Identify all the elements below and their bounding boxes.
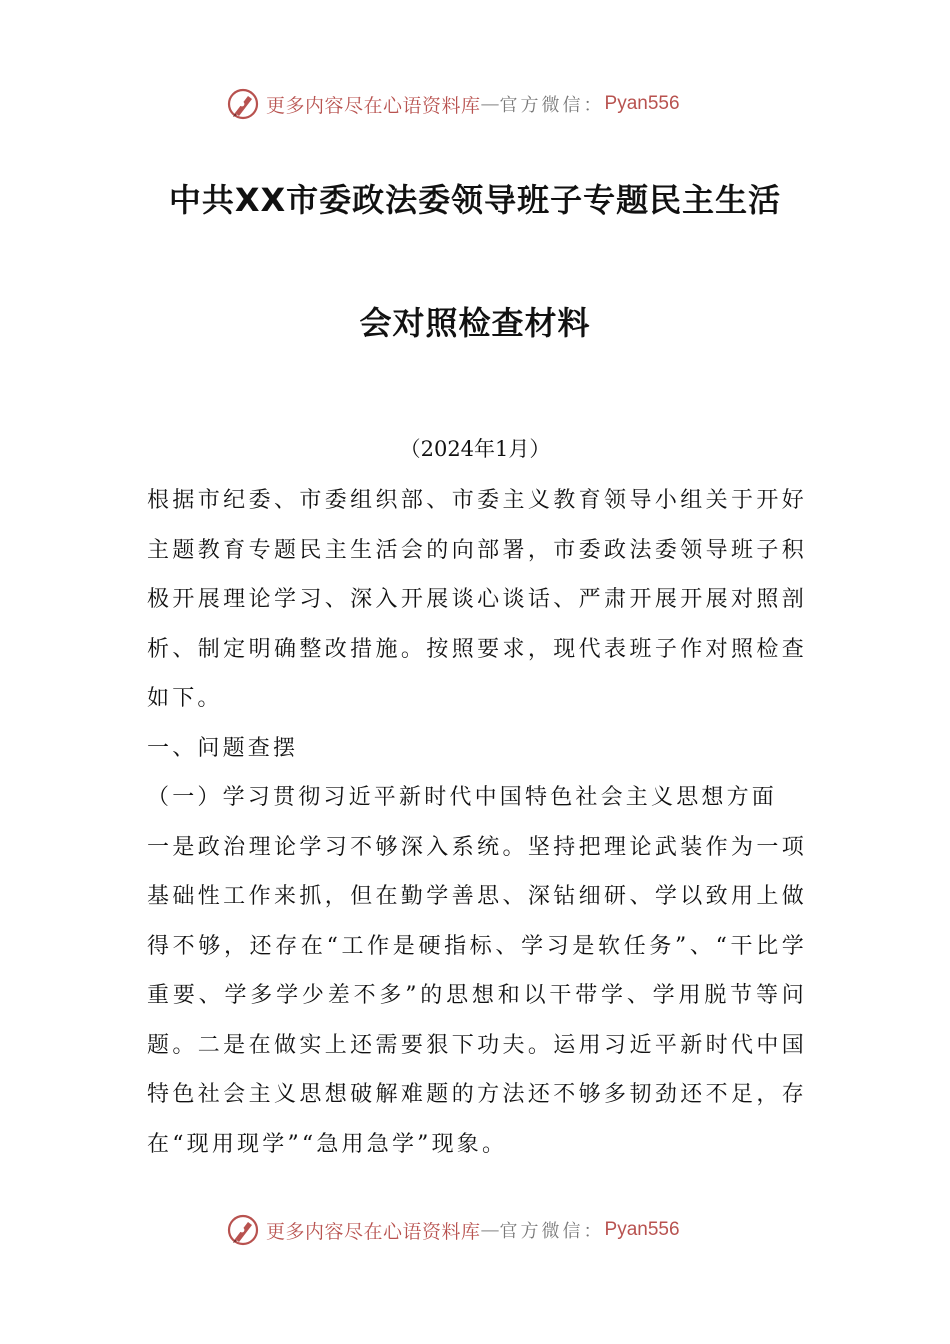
- section-heading: 一、问题查摆: [147, 735, 299, 761]
- footer-watermark: [226, 1212, 680, 1248]
- watermark-official-label: 官方微信：: [499, 1221, 605, 1242]
- body-paragraph: 一是政治理论学习不够深入系统。坚持把理论武装作为一项基础性工作来抓，但在勤学善思、深钻细研、学以致用上做得不够，还存在“工作是硬指标、学习是软任务”、“干比学重要、学多学少差不多”的思想和以干带学、学用脱节等问题。二是在做实上还需要狠下功夫。运用习近平新时代中国特色社会主义思想破解难题的方法还不够多韧劲还不足，存在“现用现学”“急用急学”现象。: [147, 834, 807, 1157]
- watermark-dash: —: [480, 1219, 500, 1241]
- watermark-wechat-id: Pyan556: [604, 1219, 680, 1240]
- document-date: （2024年1月）: [399, 437, 551, 461]
- document-body: [147, 476, 807, 1169]
- document-title-line-2: 会对照检查材料: [359, 304, 591, 342]
- header-watermark: [226, 86, 680, 122]
- document-title-line-1: 中共XX市委政法委领导班子专题民主生活: [168, 181, 782, 219]
- watermark-dash: —: [480, 93, 500, 115]
- subsection-heading: （一）学习贯彻习近平新时代中国特色社会主义思想方面: [147, 785, 778, 810]
- watermark-main-text: 更多内容尽在心语资料库: [266, 94, 481, 117]
- intro-paragraph: 根据市纪委、市委组织部、市委主义教育领导小组关于开好主题教育专题民主生活会的向部署，市委政法委领导班子积极开展理论学习、深入开展谈心谈话、严肃开展开展对照剖析、制定明确整改措施。按照要求，现代表班子作对照检查如下。: [147, 488, 807, 711]
- watermark-official-label: 官方微信：: [499, 95, 605, 116]
- pen-logo-icon: [226, 87, 260, 121]
- pen-logo-icon: [226, 1213, 260, 1247]
- watermark-main-text: 更多内容尽在心语资料库: [266, 1220, 481, 1243]
- watermark-wechat-id: Pyan556: [604, 93, 680, 114]
